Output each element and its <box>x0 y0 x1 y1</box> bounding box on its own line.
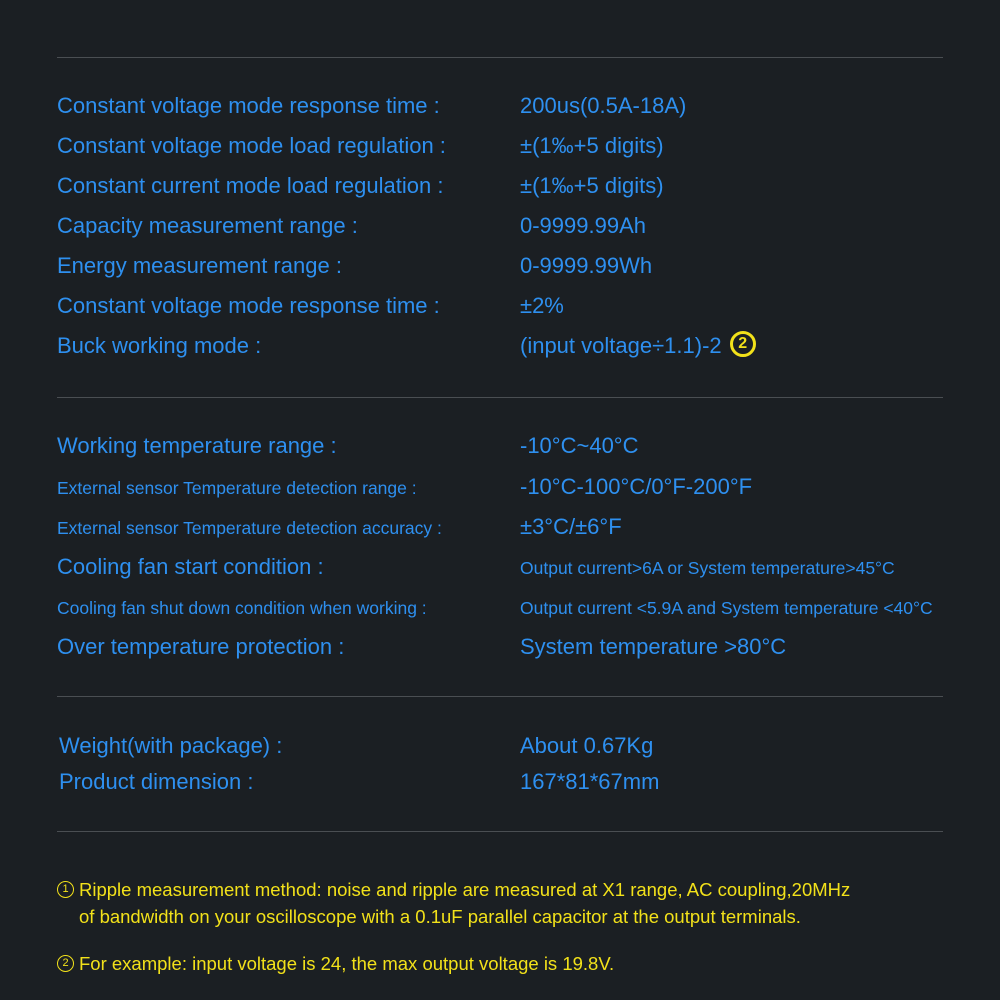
spec-value: ±3°C/±6°F <box>520 514 622 539</box>
spec-value-text: (input voltage÷1.1)-2 <box>520 333 722 358</box>
spec-value: ±2% <box>520 293 564 318</box>
footnote-1-marker: 1 <box>57 881 74 898</box>
spec-label: Weight(with package) : <box>59 733 283 758</box>
spec-label: Over temperature protection : <box>57 634 345 659</box>
note-reference-marker: 2 <box>730 331 756 357</box>
spec-value: 167*81*67mm <box>520 769 660 794</box>
spec-label: Constant voltage mode response time : <box>57 293 440 318</box>
spec-value: ±(1‰+5 digits) <box>520 173 664 198</box>
spec-label: Buck working mode : <box>57 333 262 358</box>
spec-label: Constant voltage mode load regulation : <box>57 133 446 158</box>
footnote-1-line-1 <box>57 879 850 901</box>
footnote-2-marker: 2 <box>57 955 74 972</box>
spec-value: Output current>6A or System temperature>45°C <box>520 558 895 578</box>
spec-label: Cooling fan shut down condition when working : <box>57 598 427 618</box>
spec-value: Output current <5.9A and System temperature <40°C <box>520 598 933 618</box>
spec-value: -10°C-100°C/0°F-200°F <box>520 474 753 499</box>
spec-value: System temperature >80°C <box>520 634 787 659</box>
spec-label: Cooling fan start condition : <box>57 554 324 579</box>
spec-value: ±(1‰+5 digits) <box>520 133 664 158</box>
spec-value: About 0.67Kg <box>520 733 654 758</box>
divider-3 <box>57 831 943 832</box>
spec-label: External sensor Temperature detection range : <box>57 478 417 498</box>
spec-value <box>520 333 756 360</box>
footnote-2 <box>57 953 614 975</box>
divider-1 <box>57 397 943 398</box>
footnote-1-continuation: of bandwidth on your oscilloscope with a 0.1uF parallel capacitor at the output terminals. <box>79 906 801 927</box>
footnote-1-text: Ripple measurement method: noise and ripple are measured at X1 range, AC coupling,20MHz <box>79 879 851 900</box>
spec-label: Capacity measurement range : <box>57 213 358 238</box>
spec-value: 0-9999.99Ah <box>520 213 646 238</box>
spec-label: Product dimension : <box>59 769 254 794</box>
footnote-1-line-2 <box>79 906 801 928</box>
spec-label: Constant voltage mode response time : <box>57 93 440 118</box>
spec-value: 0-9999.99Wh <box>520 253 653 278</box>
spec-label: External sensor Temperature detection accuracy : <box>57 518 442 538</box>
spec-label: Constant current mode load regulation : <box>57 173 444 198</box>
divider-2 <box>57 696 943 697</box>
spec-value: -10°C~40°C <box>520 433 639 458</box>
spec-value: 200us(0.5A-18A) <box>520 93 687 118</box>
footnote-2-text: For example: input voltage is 24, the max output voltage is 19.8V. <box>79 953 615 974</box>
spec-label: Working temperature range : <box>57 433 337 458</box>
divider-top <box>57 57 943 58</box>
spec-label: Energy measurement range : <box>57 253 342 278</box>
